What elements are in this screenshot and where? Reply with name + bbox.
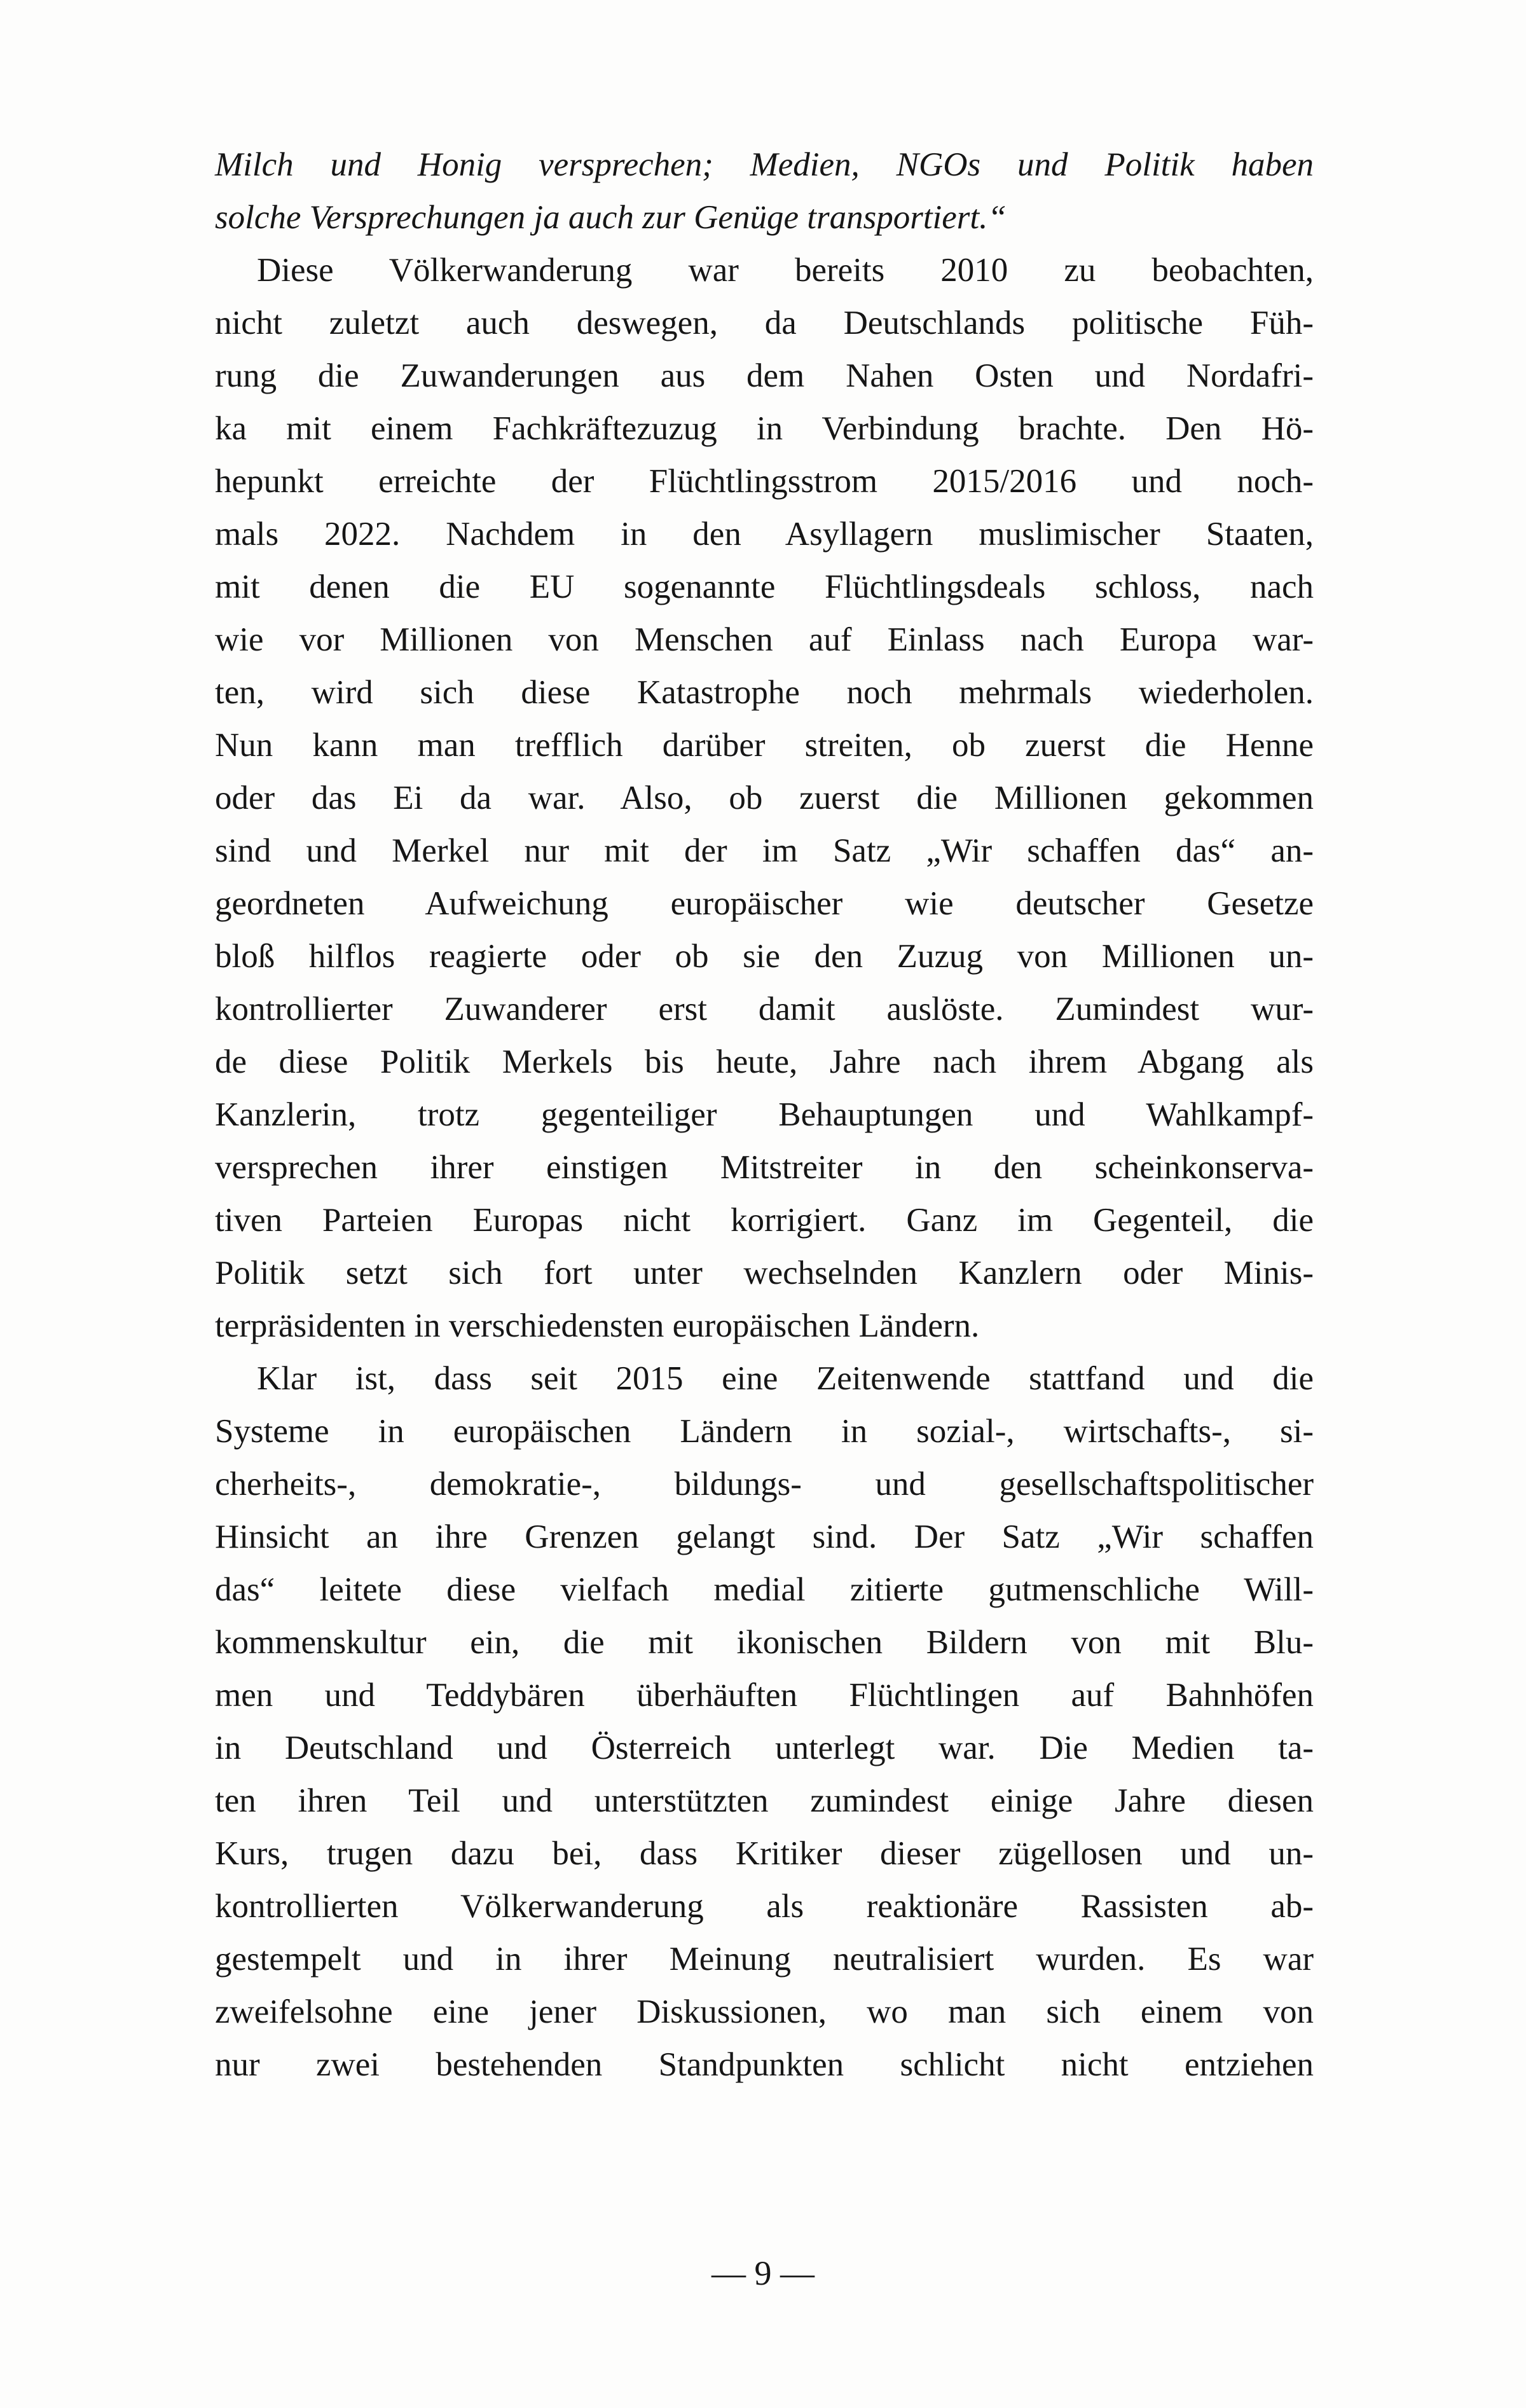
text-line: bloß hilflos reagierte oder ob sie den Zuzug von Millionen un- — [215, 938, 1314, 975]
text-line: Kanzlerin, trotz gegenteiliger Behauptungen und Wahlkampf- — [215, 1096, 1314, 1133]
text-line: Milch und Honig versprechen; Medien, NGOs und Politik haben — [215, 146, 1314, 183]
text-line: Hinsicht an ihre Grenzen gelangt sind. Der Satz „Wir schaffen — [215, 1518, 1314, 1555]
text-line: men und Teddybären überhäuften Flüchtlingen auf Bahnhöfen — [215, 1677, 1314, 1714]
text-line: oder das Ei da war. Also, ob zuerst die Millionen gekommen — [215, 780, 1314, 816]
text-line: in Deutschland und Österreich unterlegt war. Die Medien ta- — [215, 1730, 1314, 1766]
text-line: kontrollierter Zuwanderer erst damit auslöste. Zumindest wur- — [215, 991, 1314, 1028]
text-line: ten ihren Teil und unterstützten zumindest einige Jahre diesen — [215, 1782, 1314, 1819]
text-line: mals 2022. Nachdem in den Asyllagern muslimischer Staaten, — [215, 516, 1314, 553]
text-line: terpräsidenten in verschiedensten europäischen Ländern. — [215, 1307, 980, 1344]
text-line: cherheits-, demokratie-, bildungs- und gesellschaftspolitischer — [215, 1466, 1314, 1503]
text-line: Klar ist, dass seit 2015 eine Zeitenwende stattfand und die — [257, 1360, 1314, 1397]
text-line: geordneten Aufweichung europäischer wie deutscher Gesetze — [215, 885, 1314, 922]
text-line: Diese Völkerwanderung war bereits 2010 zu beobachten, — [257, 252, 1314, 289]
text-line: wie vor Millionen von Menschen auf Einlass nach Europa war- — [215, 621, 1314, 658]
text-line: zweifelsohne eine jener Diskussionen, wo man sich einem von — [215, 1993, 1314, 2030]
text-line: ka mit einem Fachkräftezuzug in Verbindung brachte. Den Hö- — [215, 410, 1314, 447]
text-line: kommenskultur ein, die mit ikonischen Bildern von mit Blu- — [215, 1624, 1314, 1661]
text-line: sind und Merkel nur mit der im Satz „Wir schaffen das“ an- — [215, 832, 1314, 869]
text-line: gestempelt und in ihrer Meinung neutralisiert wurden. Es war — [215, 1941, 1314, 1978]
text-line: mit denen die EU sogenannte Flüchtlingsdeals schloss, nach — [215, 568, 1314, 605]
text-line: de diese Politik Merkels bis heute, Jahre nach ihrem Abgang als — [215, 1043, 1314, 1080]
text-line: kontrollierten Völkerwanderung als reaktionäre Rassisten ab- — [215, 1888, 1314, 1925]
text-line: das“ leitete diese vielfach medial zitierte gutmenschliche Will- — [215, 1571, 1314, 1608]
page-number: — 9 — — [711, 2254, 815, 2292]
text-line: Politik setzt sich fort unter wechselnden Kanzlern oder Minis- — [215, 1255, 1314, 1291]
text-line: rung die Zuwanderungen aus dem Nahen Osten und Nordafri- — [215, 357, 1314, 394]
text-line: ten, wird sich diese Katastrophe noch mehrmals wiederholen. — [215, 674, 1314, 711]
text-line: nur zwei bestehenden Standpunkten schlicht nicht entziehen — [215, 2046, 1314, 2083]
text-line: Nun kann man trefflich darüber streiten, ob zuerst die Henne — [215, 727, 1314, 764]
text-line: Kurs, trugen dazu bei, dass Kritiker dieser zügellosen und un- — [215, 1835, 1314, 1872]
text-line: Systeme in europäischen Ländern in sozial-, wirtschafts-, si- — [215, 1413, 1314, 1450]
text-line: nicht zuletzt auch deswegen, da Deutschlands politische Füh- — [215, 305, 1314, 341]
text-block — [215, 139, 1314, 2091]
text-line: hepunkt erreichte der Flüchtlingsstrom 2015/2016 und noch- — [215, 463, 1314, 500]
text-line: tiven Parteien Europas nicht korrigiert. Ganz im Gegenteil, die — [215, 1202, 1314, 1239]
text-line: versprechen ihrer einstigen Mitstreiter in den scheinkonserva- — [215, 1149, 1314, 1186]
text-line: solche Versprechungen ja auch zur Genüge transportiert.“ — [215, 199, 1007, 236]
